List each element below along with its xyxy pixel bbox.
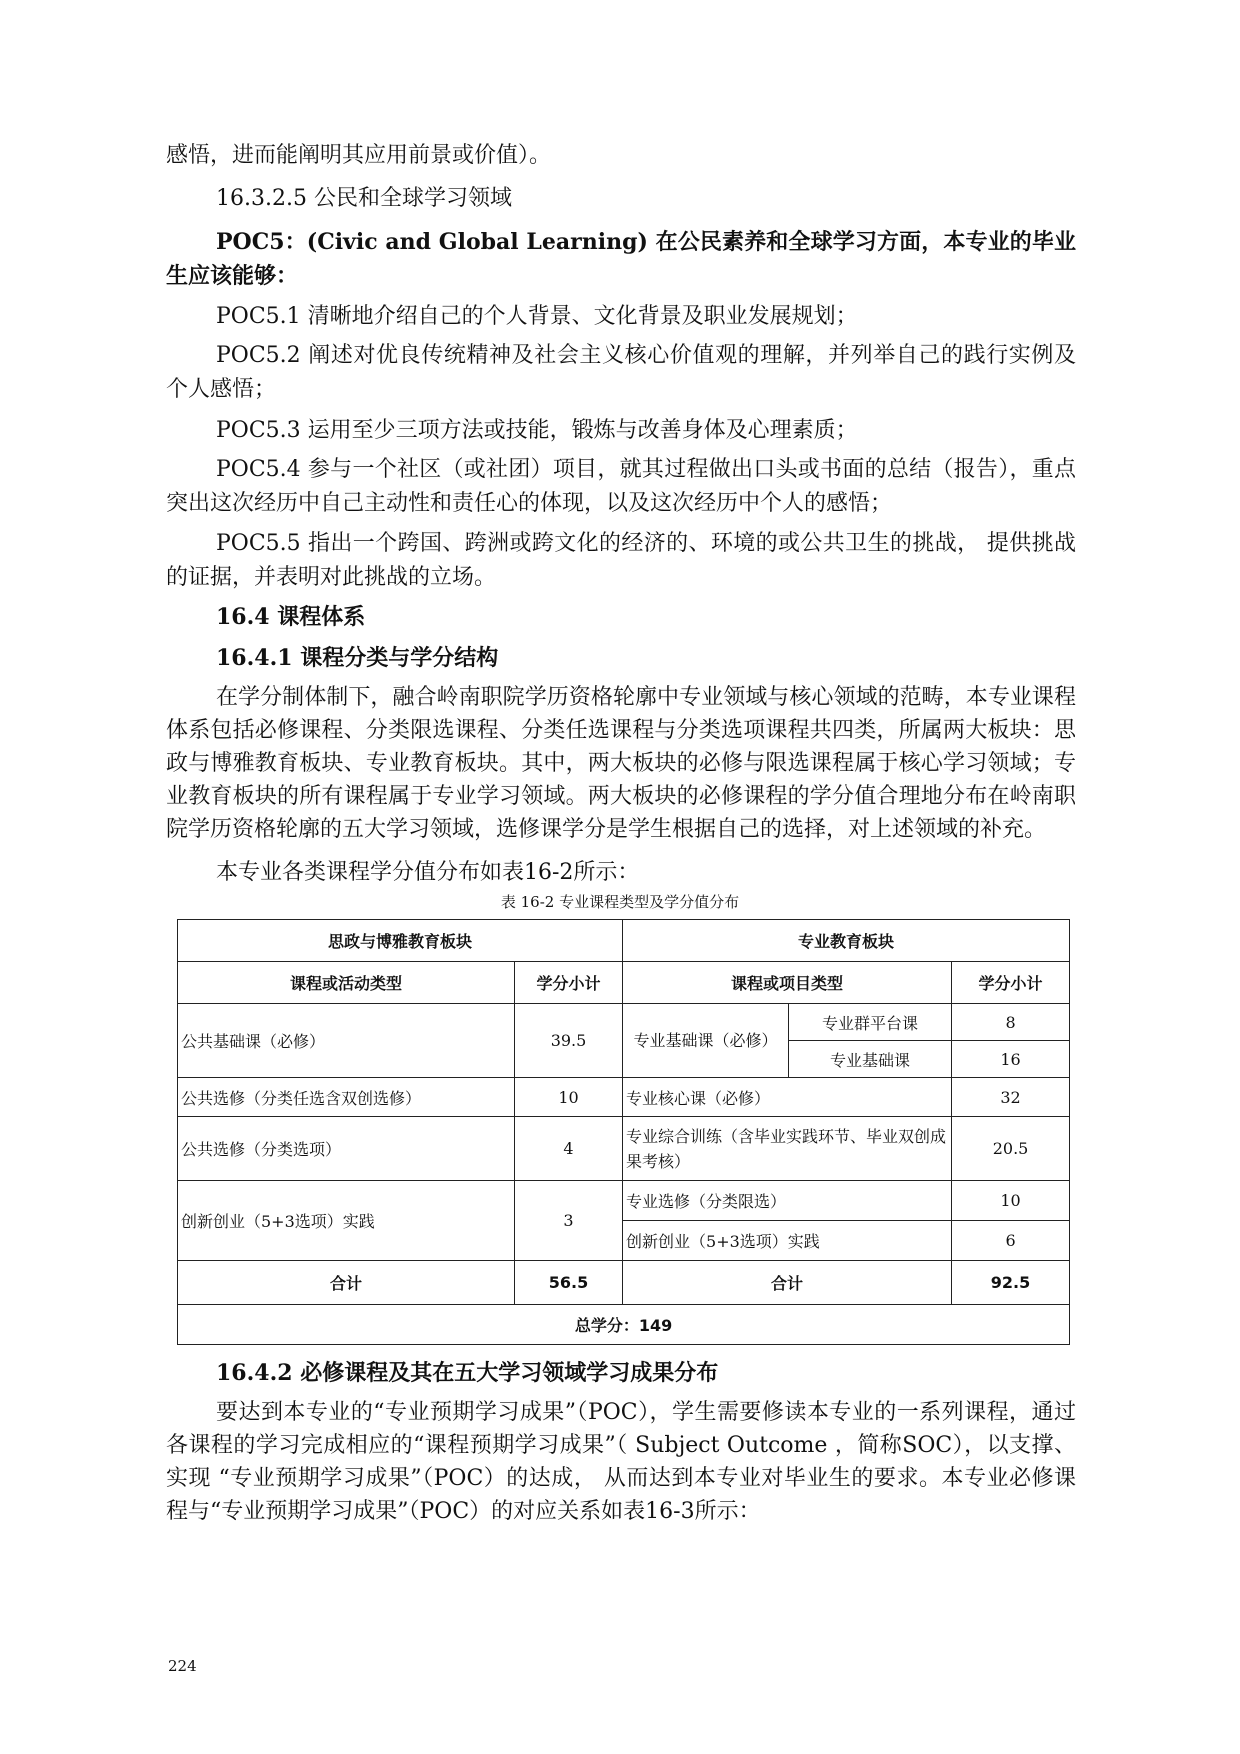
paragraph-credit-system: 在学分制体制下，融合岭南职院学历资格轮廓中专业领域与核心领域的范畴，本专业课程体系包括必修课程、分类限选课程、分类任选课程与分类选项课程共四类，所属两大板块：思政与博雅教育板块、专业教育板块。其中，两大板块的必修与限选课程属于核心学习领域；专业教育板块的所有课程属于专业学习领域。两大板块的必修课程的学分值合理地分布在岭南职院学历资格轮廓的五大学习领域，选修课学分是学生根据自己的选择，对上述领域的补充。	[166, 685, 1076, 842]
table-cell: 专业选修（分类限选）	[623, 1181, 952, 1221]
table-cell: 创新创业（5+3选项）实践	[178, 1181, 515, 1261]
paragraph-required-courses: 要达到本专业的“专业预期学习成果”（POC），学生需要修读本专业的一系列课程，通过各课程的学习完成相应的“课程预期学习成果”（ Subject Outcome ，简称SOC），以支撑、实现 “专业预期学习成果”（POC）的达成， 从而达到本专业对毕业生的要求。本专业必修课程与“专业预期学习成果”（POC）的对应关系如表16-3所示：	[166, 1400, 1076, 1524]
table-row	[178, 1117, 1070, 1181]
page-number: 224	[168, 1657, 197, 1675]
paragraph-poc5-4: POC5.4 参与一个社区（或社团）项目，就其过程做出口头或书面的总结（报告），重点突出这次经历中自己主动性和责任心的体现，以及这次经历中个人的感悟；	[166, 457, 1076, 516]
table-cell: 公共选修（分类任选含双创选修）	[178, 1078, 515, 1117]
header-block-right: 专业教育板块	[623, 920, 1070, 962]
table-row	[178, 920, 1070, 962]
grand-total: 总学分：149	[178, 1305, 1070, 1345]
table-cell: 专业群平台课	[789, 1004, 952, 1041]
total-value-left: 56.5	[515, 1261, 623, 1305]
table-row	[178, 1078, 1070, 1117]
table-row	[178, 962, 1070, 1004]
heading-16-3-2-5: 16.3.2.5 公民和全球学习领域	[216, 186, 512, 211]
total-label-left: 合计	[178, 1261, 515, 1305]
table-cell: 8	[952, 1004, 1070, 1041]
heading-16-4-1: 16.4.1 课程分类与学分结构	[216, 645, 499, 671]
column-header: 学分小计	[515, 962, 623, 1004]
table-row	[178, 1181, 1070, 1221]
table-cell: 3	[515, 1181, 623, 1261]
paragraph-table-intro: 本专业各类课程学分值分布如表16-2所示：	[216, 860, 640, 885]
heading-16-4: 16.4 课程体系	[216, 604, 366, 630]
header-block-left: 思政与博雅教育板块	[178, 920, 623, 962]
table-cell: 公共基础课（必修）	[178, 1004, 515, 1078]
table-row-grand-total	[178, 1305, 1070, 1345]
table-cell: 20.5	[952, 1117, 1070, 1181]
table-cell: 32	[952, 1078, 1070, 1117]
table-cell: 16	[952, 1041, 1070, 1078]
table-cell: 4	[515, 1117, 623, 1181]
table-caption: 表 16-2 专业课程类型及学分值分布	[500, 893, 740, 911]
table-cell: 6	[952, 1221, 1070, 1261]
credit-distribution-table	[177, 919, 1070, 1345]
column-header: 课程或活动类型	[178, 962, 515, 1004]
table-cell: 10	[515, 1078, 623, 1117]
table-cell: 专业核心课（必修）	[623, 1078, 952, 1117]
table-cell: 专业基础课	[789, 1041, 952, 1078]
table-cell: 10	[952, 1181, 1070, 1221]
table-cell: 创新创业（5+3选项）实践	[623, 1221, 952, 1261]
paragraph-continuation: 感悟，进而能阐明其应用前景或价值）。	[166, 143, 552, 168]
paragraph-poc5-5: POC5.5 指出一个跨国、跨洲或跨文化的经济的、环境的或公共卫生的挑战， 提供挑战的证据，并表明对此挑战的立场。	[166, 531, 1076, 590]
total-value-right: 92.5	[952, 1261, 1070, 1305]
heading-16-4-2: 16.4.2 必修课程及其在五大学习领域学习成果分布	[216, 1360, 719, 1386]
paragraph-poc5-3: POC5.3 运用至少三项方法或技能，锻炼与改善身体及心理素质；	[216, 418, 858, 443]
column-header: 学分小计	[952, 962, 1070, 1004]
table-cell: 公共选修（分类选项）	[178, 1117, 515, 1181]
table-cell: 专业基础课（必修）	[623, 1004, 789, 1078]
table-row	[178, 1004, 1070, 1041]
paragraph-poc5: POC5：(Civic and Global Learning) 在公民素养和全球学习方面，本专业的毕业生应该能够：	[166, 229, 1076, 289]
paragraph-poc5-2: POC5.2 阐述对优良传统精神及社会主义核心价值观的理解，并列举自己的践行实例及个人感悟；	[166, 343, 1076, 402]
column-header: 课程或项目类型	[623, 962, 952, 1004]
table-cell: 39.5	[515, 1004, 623, 1078]
table-row-total	[178, 1261, 1070, 1305]
paragraph-poc5-1: POC5.1 清晰地介绍自己的个人背景、文化背景及职业发展规划；	[216, 304, 858, 329]
total-label-right: 合计	[623, 1261, 952, 1305]
table-cell: 专业综合训练（含毕业实践环节、毕业双创成果考核）	[623, 1117, 952, 1181]
